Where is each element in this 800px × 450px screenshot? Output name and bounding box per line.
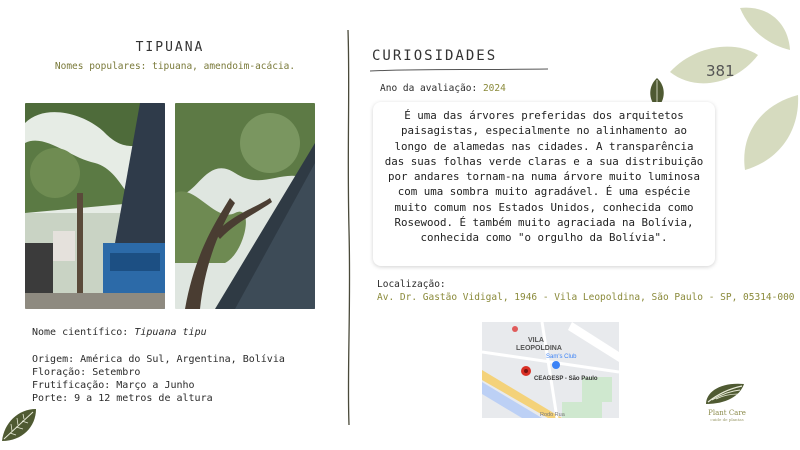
location-address: Av. Dr. Gastão Vidigal, 1946 - Vila Leopoldina, São Paulo - SP, 05314-000 <box>377 292 795 303</box>
leaf-icon <box>0 405 38 445</box>
map-district-label-1: VILA <box>528 337 544 344</box>
curiosities-text: É uma das árvores preferidas dos arquitetos paisagistas, especialmente no alinhamento ao longo de alamedas nas cidades. A transparência das suas folhas verde claras e a sua distribuição por andares tornam-na numa árvore muito luminosa com uma sombra muito agradável. É uma espécie muito comum nos Estados Unidos, conhecida como Rosewood. É também muito agraciada na Bolívia, conhecida como "o orgulho da Bolívia". <box>384 109 704 245</box>
year-value: 2024 <box>482 83 506 94</box>
vertical-divider <box>344 30 354 425</box>
popular-names: Nomes populares: tipuana, amendoim-acácia. <box>54 61 296 72</box>
scientific-name-label: Nome científico: <box>32 327 135 338</box>
scientific-name: Tipuana tipu <box>134 327 207 338</box>
map-road-label: Rodo Rua <box>540 412 565 418</box>
brand-name: Plant Care <box>708 409 746 417</box>
map-district-label-2: LEOPOLDINA <box>516 345 562 352</box>
scientific-name-row <box>32 327 207 338</box>
curiosities-title: CURIOSIDADES <box>372 48 498 64</box>
tree-photo-2 <box>175 103 315 309</box>
year-label: Ano da avaliação: <box>380 83 483 94</box>
tree-photo-1 <box>25 103 165 309</box>
tree-title: TIPUANA <box>135 40 205 55</box>
brand-tagline: cuide de plantas <box>710 417 744 422</box>
location-map[interactable] <box>482 322 619 418</box>
location-label: Localização: <box>377 279 446 290</box>
fruiting: Frutificação: Março a Junho <box>32 380 195 391</box>
map-poi-label-2: CEAGESP - São Paulo <box>534 376 598 382</box>
plant-care-logo <box>700 380 750 406</box>
origin: Origem: América do Sul, Argentina, Bolívia <box>32 354 285 365</box>
size: Porte: 9 a 12 metros de altura <box>32 393 213 404</box>
curiosities-card <box>373 102 715 266</box>
page-number-badge: 381 <box>706 62 735 80</box>
tree-facts <box>32 353 285 405</box>
evaluation-year <box>380 83 506 94</box>
flowering: Floração: Setembro <box>32 367 141 378</box>
title-underline <box>370 66 548 74</box>
map-poi-label-1: Sam's Club <box>546 354 577 360</box>
